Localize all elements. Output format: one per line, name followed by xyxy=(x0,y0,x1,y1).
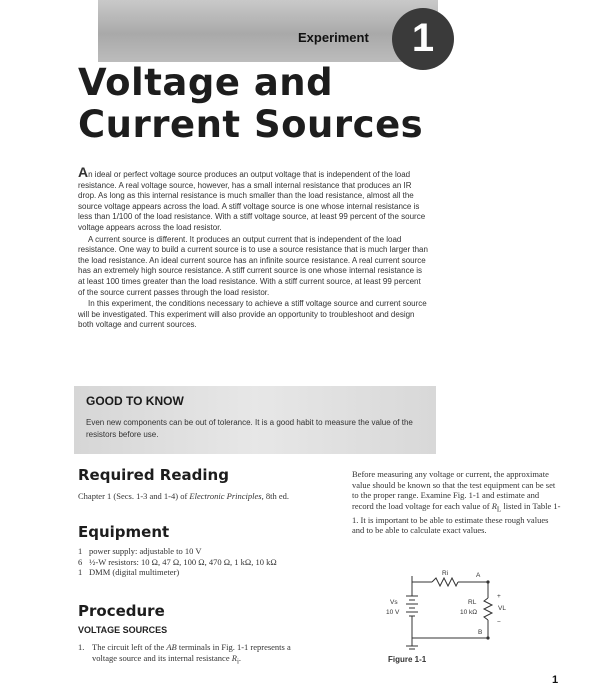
equipment-qty: 6 xyxy=(78,556,83,567)
equipment-qty: 1 xyxy=(78,546,83,556)
intro-text xyxy=(78,164,428,332)
step-1-text xyxy=(92,642,308,667)
terminal-a-dot xyxy=(486,580,489,583)
good-to-know-title: GOOD TO KNOW xyxy=(86,394,184,408)
intro-paragraph-2: A current source is different. It produces an output current that is independent of the load resistance. One way to build a current source is to use a source resistance that is much larger than the load resistance. An ideal current source has an infinite source resistance. A real current source has an extremely high source resistance. A stiff current source is one whose internal resistance is at least 100 times greater than the load resistance. With a stiff current source, at least 99 percent of the source current passes through the load resistor. xyxy=(78,234,428,297)
drop-cap: A xyxy=(78,164,89,180)
circuit-wire-bottom xyxy=(412,620,488,638)
label-ri: Ri xyxy=(442,570,449,577)
label-vs-value: 10 V xyxy=(386,609,400,616)
voltage-sources-subheading: VOLTAGE SOURCES xyxy=(78,625,168,635)
page-number: 1 xyxy=(552,674,559,686)
label-b: B xyxy=(478,629,483,636)
label-a: A xyxy=(476,572,481,579)
resistor-rl-symbol xyxy=(484,598,492,620)
equipment-item xyxy=(78,557,323,568)
step-1-text-a: The circuit left of the xyxy=(92,642,167,652)
equipment-desc: ½-W resistors: 10 Ω, 47 Ω, 100 Ω, 470 Ω, 1 kΩ, 10 kΩ xyxy=(89,556,277,567)
intro-paragraph-3: In this experiment, the conditions necessary to achieve a stiff voltage source and current source will be investigated. This experiment will also provide an opportunity to troubleshoot and design both voltage and current sources. xyxy=(78,299,427,330)
right-text-r: R xyxy=(491,500,497,511)
equipment-item xyxy=(78,546,323,557)
right-text-r-sub: L xyxy=(496,505,502,514)
page-title xyxy=(78,62,423,146)
circuit-wire-top-left xyxy=(412,576,432,582)
equipment-desc: DMM (digital multimeter) xyxy=(89,567,180,577)
good-to-know-text: Even new components can be out of tolerance. It is a good habit to measure the value of the resistors before use. xyxy=(86,418,413,439)
label-rl: RL xyxy=(468,599,477,606)
right-text-b: listed in Table 1-1. It is important to be able to estimate these rough values and to be able to calculate exact values. xyxy=(352,500,561,536)
intro-paragraph-1 xyxy=(78,164,428,234)
good-to-know-box xyxy=(74,386,436,454)
circuit-wire-top-right xyxy=(458,582,488,598)
experiment-label: Experiment xyxy=(298,30,369,45)
label-rl-value: 10 kΩ xyxy=(460,609,478,616)
right-text-a: Before measuring any voltage or current, the approximate value should be known so that the test equipment can be set to the proper range. Examine Fig. 1-1 and estimate and record the load voltage for each value of xyxy=(352,469,556,511)
right-column-text xyxy=(352,469,562,536)
terminal-b-dot xyxy=(486,636,489,639)
title-line-1: Voltage and xyxy=(78,61,334,104)
required-reading-text xyxy=(78,491,338,502)
label-vs: Vs xyxy=(390,599,398,606)
equipment-desc: power supply: adjustable to 10 V xyxy=(89,546,202,556)
rr-book-title: Electronic Principles xyxy=(189,491,262,501)
procedure-step-1 xyxy=(78,642,308,667)
circuit-figure xyxy=(384,568,510,650)
label-minus: − xyxy=(497,619,501,626)
intro-paragraph-1-text: n ideal or perfect voltage source produces an output voltage that is independent of the load resistance. A real voltage source, however, has a small internal resistance that produces an IR drop. As long as this internal resistance is much smaller than the load resistance, almost all the source voltage appears across the load. A stiff voltage source is one whose internal resistance is less than 1/100 of the load resistance. With a stiff voltage source, at least 99 percent of the source voltage appears across the load resistor. xyxy=(78,170,426,232)
title-line-2: Current Sources xyxy=(78,103,424,146)
figure-caption: Figure 1-1 xyxy=(388,655,427,664)
resistor-ri-symbol xyxy=(432,578,458,586)
step-number: 1. xyxy=(78,642,85,652)
experiment-number-badge: 1 xyxy=(392,8,454,70)
step-1-r-sub: i xyxy=(236,657,239,666)
step-1-r: R xyxy=(231,652,237,663)
rr-text-after: , 8th ed. xyxy=(261,491,289,501)
experiment-banner xyxy=(98,0,438,62)
equipment-heading: Equipment xyxy=(78,523,170,541)
label-vl: VL xyxy=(498,605,506,612)
equipment-item xyxy=(78,567,323,578)
step-1-end: . xyxy=(238,652,242,663)
rr-text-before: Chapter 1 (Secs. 1-3 and 1-4) of xyxy=(78,491,190,501)
equipment-list xyxy=(78,546,323,578)
required-reading-heading: Required Reading xyxy=(78,466,229,484)
equipment-qty: 1 xyxy=(78,567,83,577)
procedure-heading: Procedure xyxy=(78,602,165,620)
label-plus: + xyxy=(497,593,501,600)
step-1-text-b: terminals in Fig. 1-1 represents a voltage source and its internal resistance xyxy=(92,642,291,663)
step-1-ab: AB xyxy=(166,642,177,652)
